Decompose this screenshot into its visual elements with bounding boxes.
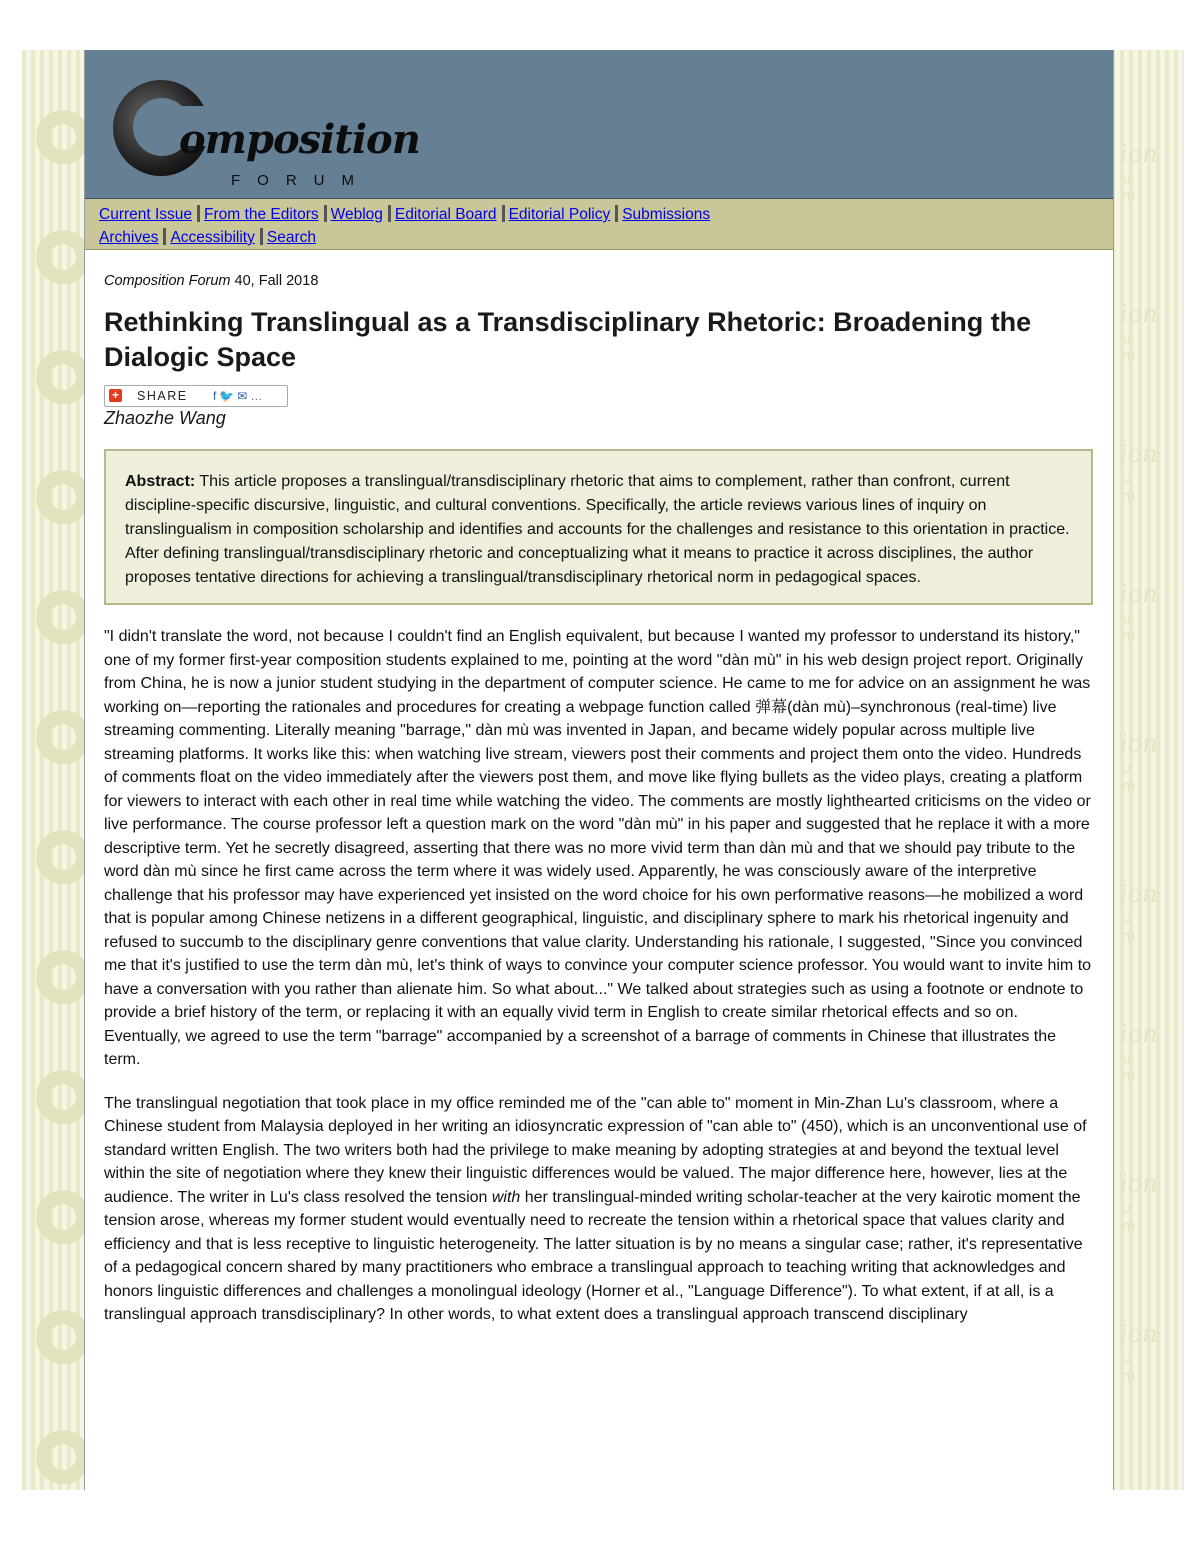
nav-bar [85,199,1113,250]
paragraph-text: her translingual-minded writing scholar-teacher at the very kairotic moment the tension arose, whereas my former student would eventually need to recreate the tension within a rhetorical space that values clarity and efficiency and that is less receptive to linguistic heterogeneity. The latter situation is by no means a singular case; rather, it's representative of a pedagogical concern shared by many practitioners who embrace a translingual approach to teaching writing that acknowledges and honors linguistic differences and challenges a monolingual ideology (Horner et al., "Language Difference"). To what extent, if at all, is a translingual approach transdisciplinary? In other words, to what extent does a translingual approach transcend disciplinary [104,1188,1083,1323]
nav-link-search[interactable]: Search [266,229,316,246]
emphasis-text: with [491,1188,521,1206]
nav-link-current-issue[interactable]: Current Issue [99,206,193,223]
nav-separator [197,205,200,222]
watermark-text: ion [1120,580,1158,608]
watermark-text: u m [1122,910,1148,945]
watermark-ring [36,710,90,764]
watermark-ring [36,830,90,884]
logo-subtitle: FORUM [231,172,371,189]
issue-line [104,273,1093,289]
watermark-text: ion [1120,880,1158,908]
twitter-icon[interactable]: 🐦 [219,389,238,403]
site-logo[interactable] [113,78,420,189]
nav-link-editorial-policy[interactable]: Editorial Policy [508,206,611,223]
issue-number: 40, Fall 2018 [230,273,319,289]
nav-link-submissions[interactable]: Submissions [622,206,711,223]
watermark-text: u m [1122,1050,1148,1085]
watermark-text: u m [1122,760,1148,795]
watermark-ring [36,1070,90,1124]
share-label: SHARE [137,389,188,403]
journal-name: Composition Forum [104,273,231,289]
nav-link-editorial-board[interactable]: Editorial Board [394,206,497,223]
watermark-ring [36,1190,90,1244]
nav-link-archives[interactable]: Archives [99,229,159,246]
page-container [85,50,1113,1490]
site-header [85,50,1113,199]
watermark-text: ion [1120,300,1158,328]
paragraph-text: The translingual negotiation that took place in my office reminded me of the "can able to" moment in Min-Zhan Lu's classroom, where a Chinese student from Malaysia deployed in her writing an idiosyncratic expression of "can able to" (450), which is an unconventional use of standard written English. The two writers both had the privilege to make meaning by adopting strategies at and beyond the textual level within the site of negotiation where they knew their linguistic differences would be valued. The major difference here, however, lies at the audience. The writer in Lu's class resolved the tension [104,1094,1087,1206]
watermark-text: u m [1122,330,1148,365]
social-icons [213,386,265,406]
author-name: Zhaozhe Wang [104,408,226,428]
watermark-ring [36,230,90,284]
nav-link-weblog[interactable]: Weblog [330,206,383,223]
body-paragraph-2 [104,1092,1093,1327]
nav-separator [388,205,391,222]
watermark-ring [36,950,90,1004]
nav-row-2 [99,226,1113,249]
nav-link-accessibility[interactable]: Accessibility [170,229,255,246]
watermark-ring [36,350,90,404]
nav-separator [615,205,618,222]
watermark-ring [36,1310,90,1364]
abstract-text: This article proposes a translingual/transdisciplinary rhetoric that aims to complement, rather than confront, current discipline-specific discursive, linguistic, and cultural conventions. Specifically, the article reviews various lines of inquiry on translingualism in composition scholarship and identifies and accounts for the challenges and resistance to this orientation in practice. After defining translingual/transdisciplinary rhetoric and conceptualizing what it means to practice it across disciplines, the author proposes tentative directions for achieving a translingual/transdisciplinary rhetorical norm in pedagogical spaces. [125,473,1070,586]
watermark-ring [36,110,90,164]
watermark-ring [36,1430,90,1484]
watermark-text: ion [1120,1320,1158,1348]
nav-link-from-the-editors[interactable]: From the Editors [204,206,319,223]
nav-separator [163,228,166,245]
watermark-text: u m [1122,170,1148,205]
article-title: Rethinking Translingual as a Transdisciplinary Rhetoric: Broadening the Dialogic Space [104,307,1032,372]
facebook-icon[interactable]: f [213,389,220,403]
logo-wordmark: omposition [179,116,420,163]
watermark-text: u m [1122,1350,1148,1385]
watermark-text: u m [1122,610,1148,645]
nav-separator [260,228,263,245]
article-content [85,273,1113,1327]
watermark-text: ion [1120,440,1158,468]
watermark-ring [36,470,90,524]
nav-separator [502,205,505,222]
watermark-text: ion [1120,1170,1158,1198]
watermark-ring [36,590,90,644]
abstract-box [104,449,1093,605]
more-icon[interactable]: … [250,389,266,403]
watermark-text: u m [1122,1200,1148,1235]
nav-separator [324,205,327,222]
abstract-label: Abstract: [125,473,196,490]
body-paragraph-1: "I didn't translate the word, not because I couldn't find an English equivalent, but because I wanted my professor to understand its history," one of my former first-year composition students explained to me, pointing at the word "dàn mù" in his web design project report. Originally from China, he is now a junior student studying in the department of computer science. He came to me for advice on an assignment he was working on—reporting the rationales and procedures for creating a webpage function called 弹幕(dàn mù)–synchronous (real-time) live streaming commenting. Literally meaning "barrage," dàn mù was invented in Japan, and became widely popular across multiple live streaming platforms. It works like this: when watching live stream, viewers post their comments and project them onto the video. Hundreds of comments float on the video immediately after the viewers post them, and move like flying bullets as the video plays, creating a platform for viewers to interact with each other in real time while watching the video. The comments are mostly lighthearted criticisms on the video or live performance. The course professor left a question mark on the word "dàn mù" in his paper and suggested that he replace it with a more descriptive term. Yet he secretly disagreed, asserting that there was no more vivid term than dàn mù and that we should pay tribute to the word dàn mù since he first came across the term where it was widely used. Apparently, he was consciously aware of the interpretive challenge that his professor may have experienced yet insisted on the word choice for his own performative reasons—he mobilized a word that is popular among Chinese netizens in a different geographical, linguistic, and disciplinary sphere to mark his rhetorical ingenuity and refused to succumb to the disciplinary genre conventions that value clarity. Understanding his rationale, I suggested, "Since you convinced me that it's justified to use the term dàn mù, let's think of ways to convince your computer science professor. You would want to invite him to have a conversation with you rather than alienate him. So what about..." We talked about strategies such as using a footnote or endnote to provide a brief history of the term, or replacing it with an equally vivid term in English to create similar rhetorical effects and so on. Eventually, we agreed to use the term "barrage" accompanied by a screenshot of a barrage of comments in Chinese that illustrates the term. [104,628,1092,1068]
email-icon[interactable]: ✉ [237,389,251,403]
share-button[interactable] [104,385,288,407]
watermark-text: ion [1120,1020,1158,1048]
plus-icon: + [109,389,122,402]
watermark-text: u m [1122,470,1148,505]
watermark-text: ion [1120,730,1158,758]
nav-row-1 [99,203,1113,226]
watermark-text: ion [1120,140,1158,168]
